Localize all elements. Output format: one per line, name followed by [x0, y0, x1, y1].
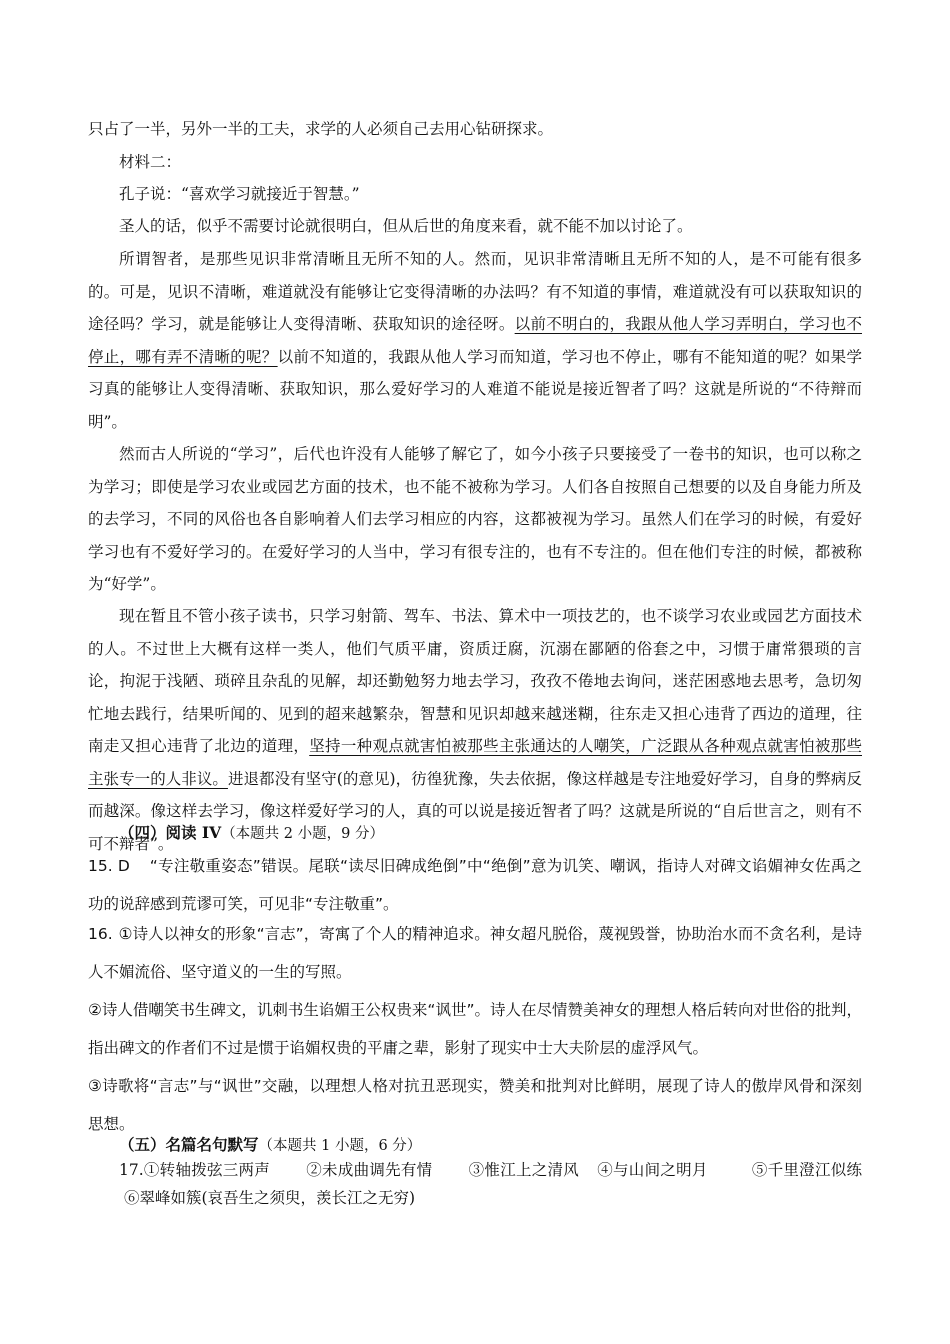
ancient-learning-paragraph: 然而古人所说的“学习”，后代也许没有人能够了解它了，如今小孩子只要接受了一卷书的知识，也可以称之为学习；即使是学习农业或园艺方面的技术，也不能不被称为学习。人们各自按照自己想要的以及自身能力所及的去学习，不同的风俗也各自影响着人们去学习相应的内容，这都被视为学习。虽然人们在学习的时候，有爱好学习也有不爱好学习的。在爱好学习的人当中，学习有很专注的，也有不专注的。但在他们专注的时候，都被称为“好学”。 — [88, 445, 862, 593]
wise-person-paragraph: 所谓智者，是那些见识非常清晰且无所不知的人。然而，见识非常清晰且无所不知的人，是不可能有很多的。可是，见识不清晰，难道就没有能够让它变得清晰的办法吗？有不知道的事情，难道就没有可以获取知识的途径吗？学习，就是能够让人变得清晰、获取知识的途径呀。以前不明白的，我跟从他人学习弄明白，学习也不停止，哪有弄不清晰的呢？以前不知道的，我跟从他人学习而知道，学习也不停止，哪有不能知道的呢？如果学习真的能够让人变得清晰、获取知识，那么爱好学习的人难道不能说是接近智者了吗？这就是所说的“不待辩而明”。 — [88, 250, 862, 431]
section-five-heading: （五）名篇名句默写（本题共 1 小题，6 分） — [119, 1135, 422, 1154]
sage-words-paragraph: 圣人的话，似乎不需要讨论就很明白，但从后世的角度来看，就不能不加以讨论了。 — [119, 217, 693, 235]
question-15-answer: 15. D “专注敬重姿态”错误。尾联“读尽旧碑成绝倒”中“绝倒”意为讥笑、嘲讽，指诗人对碑文谄媚神女佐禹之功的说辞感到荒谬可笑，可见非“专注敬重”。 — [88, 857, 863, 913]
underlined-sentence-2: 坚持一种观点就害怕被那些主张通达的人嘲笑，广泛跟从各种观点就害怕被那些主张专一的人非议。 — [88, 737, 862, 788]
question-16-answer-2: ②诗人借嘲笑书生碑文，讥刺书生谄媚王公权贵来“讽世”。诗人在尽情赞美神女的理想人格后转向对世俗的批判，指出碑文的作者们不过是惯于谄媚权贵的平庸之辈，影射了现实中士大夫阶层的虚浮风气。 — [88, 1001, 862, 1057]
question-16-answer-1: 16. ①诗人以神女的形象“言志”，寄寓了个人的精神追求。神女超凡脱俗，蔑视毁誉，协助治水而不贪名利，是诗人不媚流俗、坚守道义的一生的写照。 — [88, 925, 862, 981]
confucius-quote: 孔子说：“喜欢学习就接近于智慧。” — [119, 185, 360, 203]
material-two-label: 材料二： — [119, 153, 182, 171]
material-one-tail: 只占了一半，另外一半的工夫，求学的人必须自己去用心钻研探求。 — [88, 120, 554, 138]
question-17-answer: 17.①转轴拨弦三两声 ②未成曲调先有情 ③惟江上之清风 ④与山间之明月 ⑤千里澄江似练⑥翠峰如簇(哀吾生之须臾，羡长江之无穷) — [119, 1161, 862, 1207]
underlined-sentence-1: 以前不明白的，我跟从他人学习弄明白，学习也不停止，哪有弄不清晰的呢？ — [88, 315, 862, 366]
question-16-answer-3: ③诗歌将“言志”与“讽世”交融，以理想人格对抗丑恶现实，赞美和批判对比鲜明，展现了诗人的傲岸风骨和深刻思想。 — [88, 1077, 862, 1133]
modern-learners-paragraph: 现在暂且不管小孩子读书，只学习射箭、驾车、书法、算术中一项技艺的，也不谈学习农业或园艺方面技术的人。不过世上大概有这样一类人，他们气质平庸，资质迂腐，沉溺在鄙陋的俗套之中，习惯于庸常猥琐的言论，拘泥于浅陋、琐碎且杂乱的见解，却还勤勉努力地去学习，孜孜不倦地去询问，迷茫困惑地去思考，急切匆忙地去践行，结果听闻的、见到的超来越繁杂，智慧和见识却越来越迷糊，往东走又担心违背了西边的道理，往南走又担心违背了北边的道理，坚持一种观点就害怕被那些主张通达的人嘲笑，广泛跟从各种观点就害怕被那些主张专一的人非议。进退都没有坚守(的意见)，彷徨犹豫，失去依据，像这样越是专注地爱好学习，自身的弊病反而越深。像这样去学习，像这样爱好学习的人，真的可以说是接近智者了吗？这就是所说的“自后世言之，则有不可不辩者”。 — [88, 607, 862, 853]
section-four-heading: （四）阅读 IV（本题共 2 小题，9 分） — [119, 823, 384, 842]
